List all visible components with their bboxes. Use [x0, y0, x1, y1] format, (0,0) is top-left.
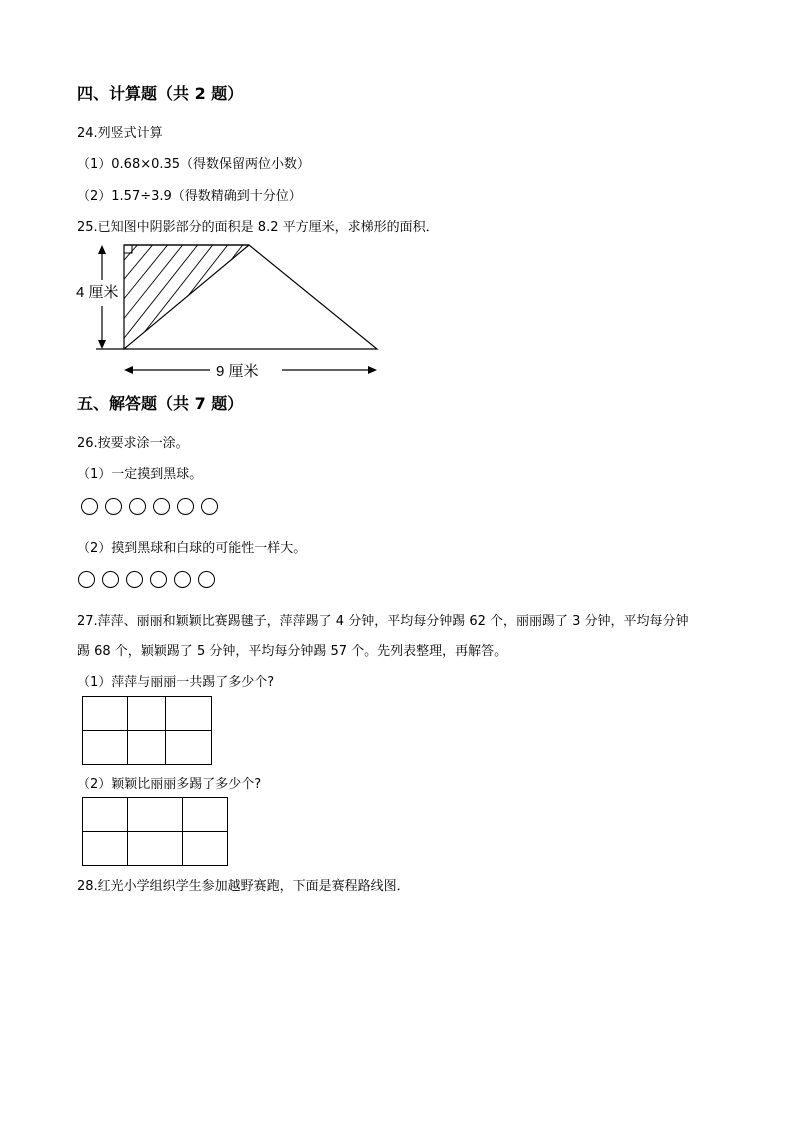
arrow-up-icon	[98, 245, 106, 254]
q27-part2: （2）颖颖比丽丽多踢了多少个?	[77, 777, 262, 792]
section-heading-solve: 五、解答题（共 7 题）	[77, 394, 244, 413]
trapezoid-figure	[70, 236, 390, 384]
ball-circle[interactable]	[105, 498, 122, 515]
arrow-left-icon	[124, 366, 133, 374]
ball-circle[interactable]	[177, 498, 194, 515]
base-label: 9 厘米	[216, 363, 259, 380]
ball-circle[interactable]	[81, 498, 98, 515]
answer-table-2	[82, 797, 228, 866]
arrow-down-icon	[98, 340, 106, 349]
answer-table-1	[82, 696, 212, 765]
q26-part1: （1）一定摸到黑球。	[77, 467, 203, 482]
ball-circle[interactable]	[198, 571, 215, 588]
table-cell[interactable]	[83, 731, 128, 765]
q27-part1: （1）萍萍与丽丽一共踢了多少个?	[77, 675, 275, 690]
ball-circle[interactable]	[129, 498, 146, 515]
table-cell[interactable]	[183, 832, 228, 866]
q26-stem: 26.按要求涂一涂。	[77, 436, 189, 451]
height-label: 4 厘米	[76, 284, 119, 301]
table-cell[interactable]	[128, 798, 183, 832]
ball-circle[interactable]	[201, 498, 218, 515]
q26-part2: （2）摸到黑球和白球的可能性一样大。	[77, 541, 307, 556]
q28-stem: 28.红光小学组织学生参加越野赛跑，下面是赛程路线图．	[77, 879, 410, 894]
q25-stem: 25.已知图中阴影部分的面积是 8.2 平方厘米，求梯形的面积．	[77, 220, 439, 235]
q24-part2: （2）1.57÷3.9（得数精确到十分位）	[77, 189, 302, 204]
q24-part1: （1）0.68×0.35（得数保留两位小数）	[77, 157, 311, 172]
table-cell[interactable]	[166, 697, 212, 731]
table-cell[interactable]	[166, 731, 212, 765]
section-heading-calc: 四、计算题（共 2 题）	[77, 84, 244, 103]
table-cell[interactable]	[83, 798, 128, 832]
ball-circle[interactable]	[102, 571, 119, 588]
ball-circle[interactable]	[174, 571, 191, 588]
q24-stem: 24.列竖式计算	[77, 126, 163, 141]
table-cell[interactable]	[128, 832, 183, 866]
table-cell[interactable]	[128, 697, 166, 731]
q27-stem-line2: 踢 68 个，颖颖踢了 5 分钟，平均每分钟踢 57 个。先列表整理，再解答。	[77, 644, 508, 659]
ball-circle[interactable]	[126, 571, 143, 588]
ball-circle[interactable]	[153, 498, 170, 515]
table-cell[interactable]	[83, 697, 128, 731]
table-cell[interactable]	[183, 798, 228, 832]
trapezoid-outline	[124, 245, 377, 349]
ball-circle[interactable]	[78, 571, 95, 588]
table-cell[interactable]	[128, 731, 166, 765]
q27-stem-line1: 27.萍萍、丽丽和颖颖比赛踢毽子，萍萍踢了 4 分钟，平均每分钟踢 62 个，丽丽踢了 3 分钟，平均每分钟	[77, 614, 689, 629]
table-cell[interactable]	[83, 832, 128, 866]
diagonal-line	[124, 245, 249, 349]
circle-row-1	[81, 498, 218, 515]
ball-circle[interactable]	[150, 571, 167, 588]
arrow-right-icon	[368, 366, 377, 374]
circle-row-2	[78, 571, 215, 588]
